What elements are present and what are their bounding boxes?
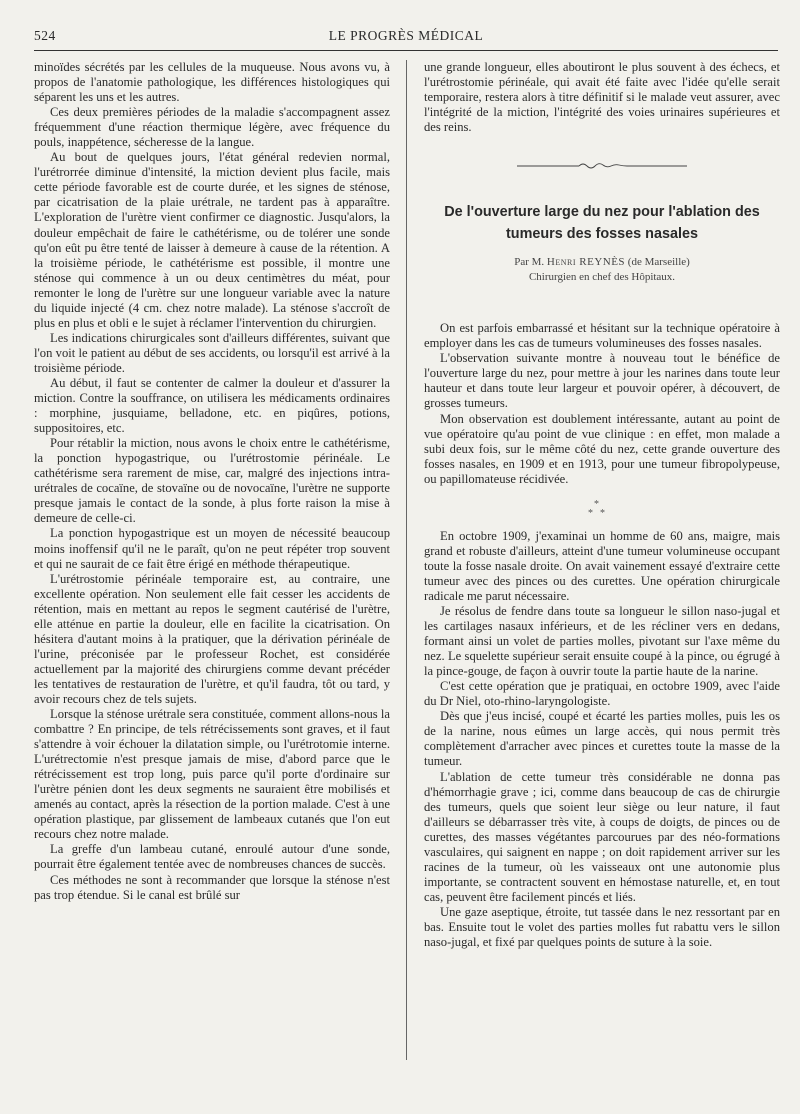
- page-number: 524: [34, 28, 56, 43]
- paragraph: Ces méthodes ne sont à recommander que lorsque la sténose n'est pas trop étendue. Si le canal est brûlé sur: [34, 872, 390, 902]
- byline-suffix: (de Marseille): [627, 256, 690, 269]
- byline-prefix: Par M.: [514, 256, 545, 269]
- paragraph: une grande longueur, elles aboutiront le plus souvent à des échecs, et l'urétrostomie périnéale, qui avait été faite avec l'idée qu'elle serait temporaire, restera alors à titre définitif si le malade veut assurer, avec l'intégrité de la miction, l'intégrité des voies urinaires supérieures et des reins.: [424, 60, 780, 135]
- paragraph: On est parfois embarrassé et hésitant sur la technique opératoire à employer dans les cas de tumeurs volumineuses des fosses nasales.: [424, 321, 780, 351]
- paragraph: C'est cette opération que je pratiquai, en octobre 1909, avec l'aide du Dr Niel, oto-rhino-laryngologiste.: [424, 679, 780, 709]
- section-ornament: [424, 159, 780, 171]
- asterism-icon: * * *: [588, 498, 605, 519]
- paragraph: La greffe d'un lambeau cutané, enroulé autour d'une sonde, pourrait être également tentée avec de nombreuses chances de succès.: [34, 842, 390, 872]
- header-rule: [34, 50, 778, 51]
- paragraph: L'urétrostomie périnéale temporaire est, au contraire, une excellente opération. Non seulement elle fait cesser les accidents de rétention, mais en mettant au repos le segment cautérisé de l'urètre, elle atténue en partie la douleur, elle en facilite la cicatrisation. On hésitera d'autant moins à la pratiquer, que la dérivation périnéale de l'urine, préconisée par le professeur Rochet, est considérée actuellement par la majorité des chirurgiens comme devant précéder les tentatives de restauration de l'urètre, et qu'il faudra, tôt ou tard, y avoir recours chez de tels sujets.: [34, 571, 390, 706]
- paragraph: Au bout de quelques jours, l'état général redevien normal, l'urétrorrée diminue d'intensité, la miction devient plus facile, mais cette période favorable est de courte durée, et les signes de sténose, par cicatrisation de la plaie urétrale, ne tardent pas à apparaître. L'exploration de l'urètre vient confirmer ce diagnostic. Jusqu'alors, la douleur empêchait de faire le cathétérisme, ou de tolérer une sonde qu'on eût pu être tenté de laisser à demeure à cause de la rétention. A la troisième période, le cathétérisme est possible, il montre une sténose qui commence à un ou deux centimètres du méat, pour remonter le long de l'urètre sur une longueur variable avec la nature du liquide injecté (4 cm. chez notre malade). La sténose s'accroît de plus en plus et obli e le sujet à réclamer l'intervention du chirurgien.: [34, 150, 390, 330]
- author-affiliation: Chirurgien en chef des Hôpitaux.: [528, 271, 676, 284]
- paragraph: minoïdes sécrétés par les cellules de la muqueuse. Nous avons vu, à propos de l'anatomie pathologique, les différences histologiques qui séparent les uns et les autres.: [34, 60, 390, 105]
- paragraph: Une gaze aseptique, étroite, tut tassée dans le nez ressortant par en bas. Ensuite tout le volet des parties molles fut rabattu vers le sillon naso-jugal, et fixé par quelques points de suture à la soie.: [424, 904, 780, 950]
- paragraph: L'ablation de cette tumeur très considérable ne donna pas d'hémorrhagie grave ; ici, comme dans beaucoup de cas de chirurgie des tumeurs, quels que soient leur siège ou leur nature, il faut d'ailleurs se débarrasser très vite, à coups de doigts, de pinces ou de curettes, des masses végétantes parcourues par des néo-formations vasculaires, qui saignent en nappe ; on doit rapidement arriver sur les racines de la tumeur, où les vaisseaux ont une autonomie plus importante, se contractent souvent en hémostase naturelle, et, en tout cas, peuvent être facilement pincés et liés.: [424, 769, 780, 904]
- paragraph: Dès que j'eus incisé, coupé et écarté les parties molles, puis les os de la narine, nous eûmes un large accès, qui nous permit très complètement d'arracher avec pinces et curettes toute la masse de la tumeur.: [424, 709, 780, 769]
- paragraph: Pour rétablir la miction, nous avons le choix entre le cathétérisme, la ponction hypogastrique, ou l'urétrostomie périnéale. Le cathétérisme sera rarement de mise, car, malgré des injections intra-urétrales de cocaïne, de stovaïne ou de novocaïne, l'urètre ne supporte presque jamais le contact de la sonde, à plus forte raison la mise à demeure de celle-ci.: [34, 436, 390, 526]
- paragraph: En octobre 1909, j'examinai un homme de 60 ans, maigre, mais grand et robuste d'ailleurs, atteint d'une tumeur volumineuse occupant toute la fosse nasale droite. On avait vainement essayé d'extraire cette tumeur avec des pinces ou des curettes. Une opération chirurgicale radicale me parut nécessaire.: [424, 528, 780, 603]
- paragraph: Les indications chirurgicales sont d'ailleurs différentes, suivant que l'on voit le patient au début de ses accidents, ou lorsqu'il est arrivé à la troisième période.: [34, 330, 390, 375]
- author-name: Henri REYNÈS: [546, 256, 626, 269]
- paragraph: Mon observation est doublement intéressante, autant au point de vue opératoire qu'au point de vue clinique : en effet, mon malade a subi deux fois, sur le même côté du nez, cette grande ouverture des fosses nasales, en 1909 et en 1913, pour une tumeur fibropolypeuse, ou papillomateuse récidivée.: [424, 411, 780, 486]
- article-title: De l'ouverture large du nez pour l'ablation des tumeurs des fosses nasales: [444, 204, 760, 243]
- paragraph: Au début, il faut se contenter de calmer la douleur et d'assurer la miction. Contre la souffrance, on utilisera les médicaments ordinaires : morphine, jusquiame, belladone, etc. en piqûres, potions, suppositoires, etc.: [34, 375, 390, 436]
- column-divider: [406, 60, 407, 1060]
- paragraph: L'observation suivante montre à nouveau tout le bénéfice de l'ouverture large du nez, pour mettre à jour les narines dans toute leur hauteur et dans toute leur largeur et pouvoir opérer, à découvert, de grosses tumeurs.: [424, 351, 780, 411]
- paragraph: La ponction hypogastrique est un moyen de nécessité beaucoup moins inoffensif qu'il ne le paraît, qu'on ne peut répéter trop souvent et qui ne saurait de ce fait être érigé en méthode thérapeutique.: [34, 526, 390, 571]
- flourish-divider-icon: [517, 159, 687, 171]
- journal-title: LE PROGRÈS MÉDICAL: [328, 28, 484, 43]
- paragraph: Lorsque la sténose urétrale sera constituée, comment allons-nous la combattre ? En principe, de tels rétrécissements sont graves, et il faut s'attendre à voir échouer la dilatation simple, ou l'urétrotomie interne. L'urétrectomie n'est presque jamais de mise, d'abord parce que le rétrécissement est trop long, puis parce qu'il porte d'ordinaire sur l'urètre pénien dont les deux segments ne sauraient être mobilisés et amenés au contact, après la résection de la portion malade. C'est à une opération plastique, par glissement de lambeaux cutanés que l'on eut recours chez notre malade.: [34, 707, 390, 842]
- page-header: [34, 28, 778, 48]
- left-column: [34, 60, 390, 903]
- right-column: [424, 60, 780, 950]
- paragraph: Je résolus de fendre dans toute sa longueur le sillon naso-jugal et les cartilages nasaux inférieurs, et de les récliner vers en dedans, formant ainsi un volet de parties molles, pivotant sur l'axe même du nez. Le squelette supérieur serait ensuite coupé à la pince, ou égrugé à la pince-gouge, de façon à ouvrir toute la partie haute de la narine.: [424, 603, 780, 679]
- paragraph: Ces deux premières périodes de la maladie s'accompagnent assez fréquemment d'une réaction thermique légère, avec fréquence du pouls, inappétence, sécheresse de la langue.: [34, 105, 390, 150]
- article-byline: [424, 255, 780, 270]
